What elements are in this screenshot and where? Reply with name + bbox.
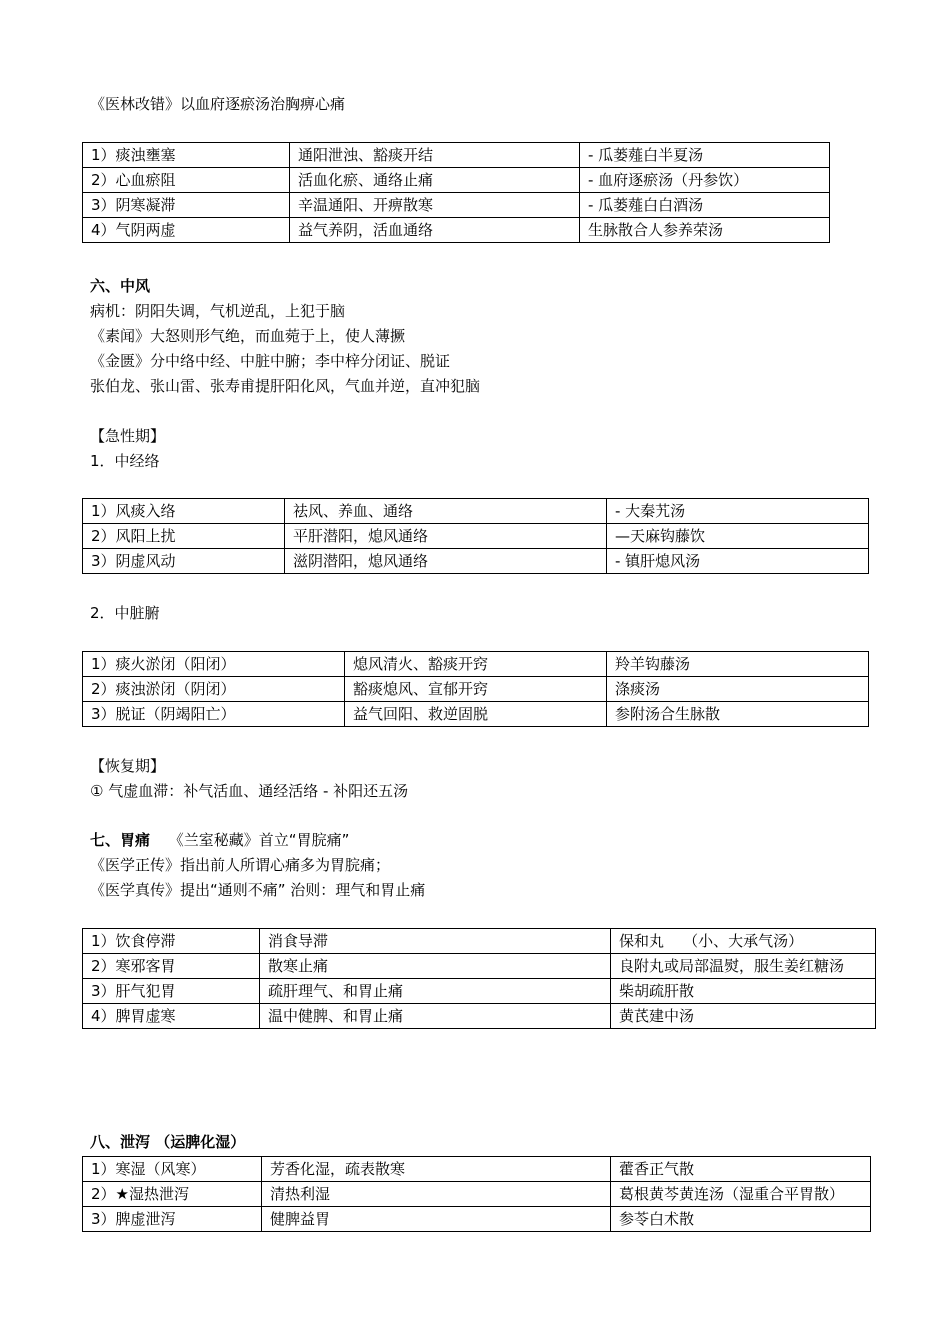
subheading-meridian: 1．中经络	[90, 452, 160, 470]
table-meridian-stroke	[82, 498, 869, 574]
section-heading-note: 《兰室秘藏》首立“胃脘痛”	[168, 831, 350, 849]
subheading-organ: 2．中脏腑	[90, 604, 160, 622]
table-stomach-pain	[82, 928, 876, 1029]
table-cell: - 镇肝熄风汤	[607, 549, 869, 574]
paragraph-line: 《医学真传》提出“通则不痛” 治则：理气和胃止痛	[90, 881, 426, 899]
table-cell: 散寒止痛	[260, 954, 611, 979]
section-heading-text: 七、胃痛	[90, 831, 151, 849]
table-chest-pain	[82, 142, 830, 243]
table-cell: 清热利湿	[262, 1182, 611, 1207]
table-row	[83, 929, 876, 954]
table-cell: 保和丸 （小、大承气汤）	[611, 929, 876, 954]
table-row	[83, 218, 830, 243]
table-cell: 2）风阳上扰	[83, 524, 285, 549]
table-row	[83, 1207, 871, 1232]
table-cell: 2）痰浊淤闭（阴闭）	[83, 677, 345, 702]
table-cell: 熄风清火、豁痰开窍	[345, 652, 607, 677]
recovery-item: ① 气虚血滞：补气活血、通经活络 - 补阳还五汤	[90, 782, 409, 800]
table-cell: 生脉散合人参养荣汤	[580, 218, 830, 243]
table-cell: - 大秦艽汤	[607, 499, 869, 524]
table-cell: 豁痰熄风、宣郁开窍	[345, 677, 607, 702]
table-cell: 参附汤合生脉散	[607, 702, 869, 727]
table-cell: 疏肝理气、和胃止痛	[260, 979, 611, 1004]
table-cell: 活血化瘀、通络止痛	[290, 168, 580, 193]
table-cell: 良附丸或局部温熨，服生姜红糖汤	[611, 954, 876, 979]
table-cell: 平肝潜阳，熄风通络	[285, 524, 607, 549]
table-row	[83, 499, 869, 524]
table-cell: 滋阴潜阳，熄风通络	[285, 549, 607, 574]
paragraph-line: 《金匮》分中络中经、中脏中腑；李中梓分闭证、脱证	[90, 352, 451, 370]
table-cell: 3）脾虚泄泻	[83, 1207, 262, 1232]
table-cell: —天麻钩藤饮	[607, 524, 869, 549]
table-row	[83, 702, 869, 727]
section-heading-diarrhea: 八、泄泻 （运脾化湿）	[90, 1133, 246, 1151]
table-row	[83, 143, 830, 168]
paragraph-line: 病机：阴阳失调，气机逆乱，上犯于脑	[90, 302, 346, 320]
intro-text: 《医林改错》以血府逐瘀汤治胸痹心痛	[90, 95, 346, 113]
table-cell: 1）寒湿（风寒）	[83, 1157, 262, 1182]
table-cell: 葛根黄芩黄连汤（湿重合平胃散）	[611, 1182, 871, 1207]
table-cell: 3）肝气犯胃	[83, 979, 260, 1004]
table-cell: 2）★湿热泄泻	[83, 1182, 262, 1207]
table-diarrhea	[82, 1156, 871, 1232]
table-row	[83, 524, 869, 549]
table-cell: 1）风痰入络	[83, 499, 285, 524]
table-row	[83, 979, 876, 1004]
section-heading-stomach-pain	[90, 828, 425, 853]
table-row	[83, 1157, 871, 1182]
table-cell: 祛风、养血、通络	[285, 499, 607, 524]
table-organ-stroke	[82, 651, 869, 727]
table-cell: 辛温通阳、开痹散寒	[290, 193, 580, 218]
table-cell: 黄芪建中汤	[611, 1004, 876, 1029]
paragraph-line: 《医学正传》指出前人所谓心痛多为胃脘痛；	[90, 856, 391, 874]
table-cell: 3）阴虚风动	[83, 549, 285, 574]
table-cell: 温中健脾、和胃止痛	[260, 1004, 611, 1029]
table-row	[83, 193, 830, 218]
table-cell: - 血府逐瘀汤（丹参饮）	[580, 168, 830, 193]
section-heading-stroke: 六、中风	[90, 277, 151, 295]
table-cell: 益气回阳、救逆固脱	[345, 702, 607, 727]
table-cell: 2）心血瘀阻	[83, 168, 290, 193]
table-cell: - 瓜蒌薤白白酒汤	[580, 193, 830, 218]
table-row	[83, 1004, 876, 1029]
table-cell: 羚羊钩藤汤	[607, 652, 869, 677]
recovery-phase-label: 【恢复期】	[90, 757, 166, 775]
table-cell: 4）脾胃虚寒	[83, 1004, 260, 1029]
table-cell: 益气养阴，活血通络	[290, 218, 580, 243]
table-row	[83, 652, 869, 677]
table-row	[83, 549, 869, 574]
table-row	[83, 677, 869, 702]
table-cell: 通阳泄浊、豁痰开结	[290, 143, 580, 168]
table-row	[83, 1182, 871, 1207]
table-row	[83, 954, 876, 979]
paragraph-line: 《素闻》大怒则形气绝，而血菀于上，使人薄撅	[90, 327, 406, 345]
table-cell: 2）寒邪客胃	[83, 954, 260, 979]
table-cell: 参苓白术散	[611, 1207, 871, 1232]
table-cell: 芳香化湿，疏表散寒	[262, 1157, 611, 1182]
table-cell: 3）阴寒凝滞	[83, 193, 290, 218]
table-cell: 1）饮食停滞	[83, 929, 260, 954]
table-cell: - 瓜蒌薤白半夏汤	[580, 143, 830, 168]
table-cell: 涤痰汤	[607, 677, 869, 702]
table-row	[83, 168, 830, 193]
table-cell: 4）气阴两虚	[83, 218, 290, 243]
table-cell: 3）脱证（阴竭阳亡）	[83, 702, 345, 727]
table-cell: 柴胡疏肝散	[611, 979, 876, 1004]
table-cell: 1）痰浊壅塞	[83, 143, 290, 168]
acute-phase-label: 【急性期】	[90, 427, 166, 445]
table-cell: 消食导滞	[260, 929, 611, 954]
paragraph-line: 张伯龙、张山雷、张寿甫提肝阳化风，气血并逆，直冲犯脑	[90, 377, 481, 395]
table-cell: 藿香正气散	[611, 1157, 871, 1182]
table-cell: 1）痰火淤闭（阳闭）	[83, 652, 345, 677]
table-cell: 健脾益胃	[262, 1207, 611, 1232]
